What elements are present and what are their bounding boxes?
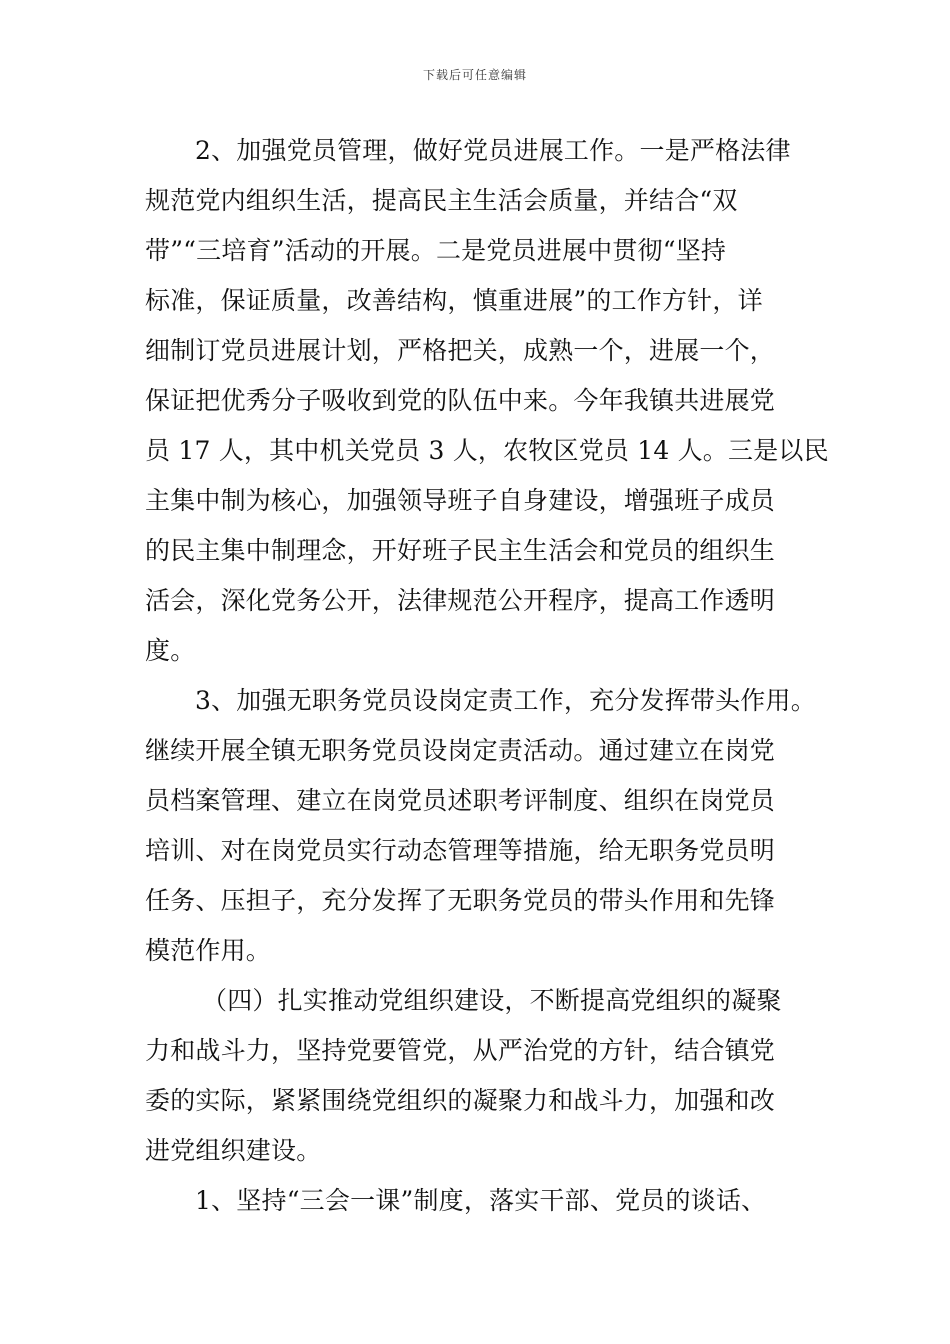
text-line-17: 模范作用。	[145, 936, 272, 965]
text-line-4: 标准，保证质量，改善结构，慎重进展”的工作方针，详	[145, 286, 763, 315]
text-line-20: 委的实际，紧紧围绕党组织的凝聚力和战斗力，加强和改	[145, 1086, 776, 1115]
text-line-22: 1、坚持“三会一课”制度，落实干部、党员的谈话、	[195, 1186, 767, 1215]
text-line-19: 力和战斗力，坚持党要管党，从严治党的方针，结合镇党	[145, 1036, 776, 1065]
text-line-2: 规范党内组织生活，提高民主生活会质量，并结合“双	[145, 186, 738, 215]
text-line-21: 进党组织建设。	[145, 1136, 322, 1165]
text-line-10: 活会，深化党务公开，法律规范公开程序，提高工作透明	[145, 586, 776, 615]
download-note: 下载后可任意编辑	[422, 68, 527, 82]
text-line-11: 度。	[145, 636, 196, 665]
text-line-16: 任务、压担子，充分发挥了无职务党员的带头作用和先锋	[145, 886, 776, 915]
text-line-5: 细制订党员进展计划，严格把关，成熟一个，进展一个，	[145, 336, 776, 365]
text-line-6: 保证把优秀分子吸收到党的队伍中来。今年我镇共进展党	[145, 386, 776, 415]
text-line-15: 培训、对在岗党员实行动态管理等措施，给无职务党员明	[145, 836, 776, 865]
text-line-9: 的民主集中制理念，开好班子民主生活会和党员的组织生	[145, 536, 776, 565]
text-line-13: 继续开展全镇无职务党员设岗定责活动。通过建立在岗党	[145, 736, 776, 765]
text-line-3: 带”“三培育”活动的开展。二是党员进展中贯彻“坚持	[145, 236, 727, 265]
text-line-14: 员档案管理、建立在岗党员述职考评制度、组织在岗党员	[145, 786, 776, 815]
text-line-8: 主集中制为核心，加强领导班子自身建设，增强班子成员	[145, 486, 776, 515]
text-line-1: 2、加强党员管理，做好党员进展工作。一是严格法律	[195, 136, 791, 165]
text-line-18: （四）扎实推动党组织建设，不断提高党组织的凝聚	[202, 986, 782, 1015]
text-line-7: 员 17 人，其中机关党员 3 人，农牧区党员 14 人。三是以民	[145, 436, 829, 465]
text-line-12: 3、加强无职务党员设岗定责工作，充分发挥带头作用。	[195, 686, 816, 715]
